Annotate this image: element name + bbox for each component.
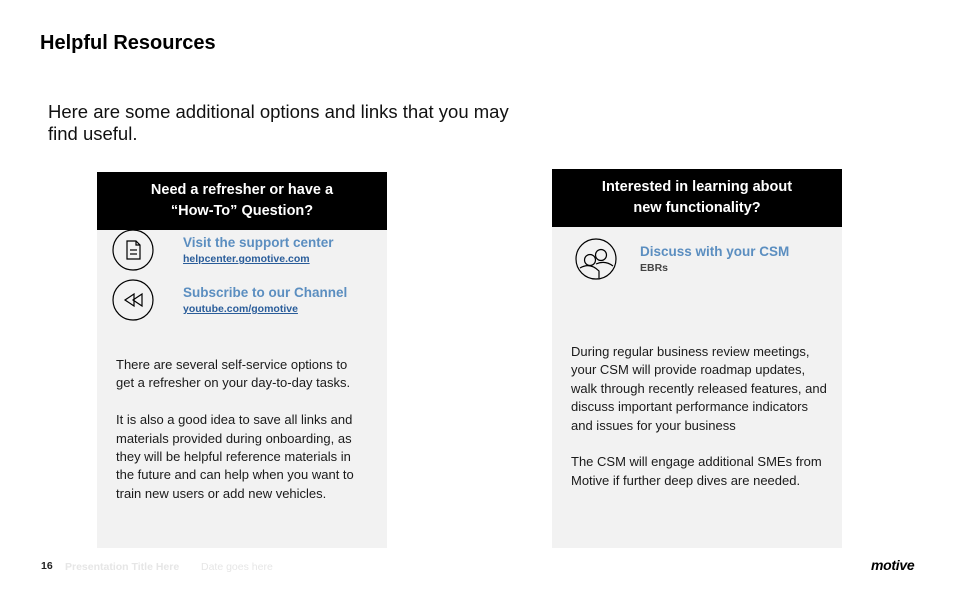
intro-text: Here are some additional options and links that you may find useful. — [48, 101, 509, 144]
support-center-title: Visit the support center — [183, 235, 334, 250]
card-refresher — [97, 172, 387, 548]
body-paragraph: The CSM will engage additional SMEs from Motive if further deep dives are needed. — [571, 454, 822, 488]
card-header — [552, 169, 842, 227]
motive-logo: motive — [871, 557, 915, 573]
page-number: 16 — [41, 560, 53, 572]
body-paragraph: There are several self-service options to get a refresher on your day-to-day tasks. — [116, 357, 351, 391]
body-paragraph: It is also a good idea to save all links and materials provided during onboarding, as they will be helpful reference materials in the future and can help when you want to train new users or add new vehicles. — [116, 412, 354, 501]
document-icon — [112, 229, 154, 271]
card-new-functionality — [552, 169, 842, 548]
page-title: Helpful Resources — [40, 32, 216, 54]
body-paragraph: During regular business review meetings, your CSM will provide roadmap updates, walk through recently released features, and discuss important performance indicators and issues for your business — [571, 344, 827, 433]
rewind-icon — [112, 279, 154, 321]
card-header-line: “How-To” Question? — [170, 203, 314, 219]
card-header-line: new functionality? — [633, 200, 761, 216]
csm-subtitle: EBRs — [640, 262, 669, 274]
csm-title: Discuss with your CSM — [640, 244, 790, 259]
card-body — [116, 356, 366, 503]
presentation-title: Presentation Title Here — [65, 561, 180, 573]
people-icon — [575, 238, 617, 280]
card-header-line: Interested in learning about — [601, 179, 793, 195]
card-body — [571, 343, 833, 490]
card-header-line: Need a refresher or have a — [150, 182, 334, 198]
channel-link[interactable]: youtube.com/gomotive — [183, 303, 298, 315]
support-center-link[interactable]: helpcenter.gomotive.com — [183, 253, 310, 265]
card-header — [97, 172, 387, 230]
channel-title: Subscribe to our Channel — [183, 285, 348, 300]
presentation-date: Date goes here — [201, 561, 273, 573]
